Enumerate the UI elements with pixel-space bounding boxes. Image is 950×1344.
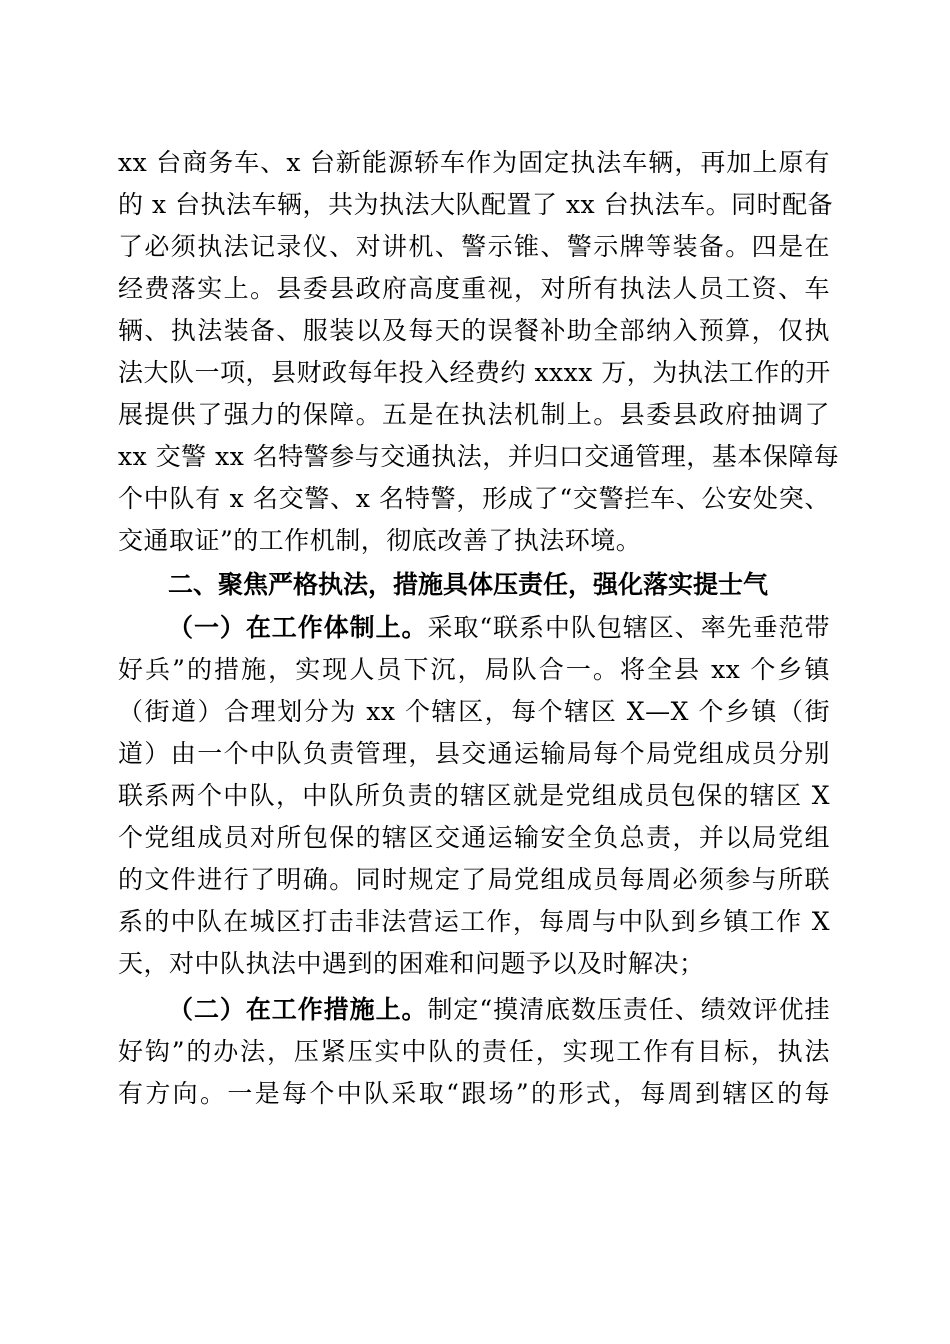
paragraph-line: 好兵”的措施，实现人员下沉，局队合一。将全县 xx 个乡镇 [118,655,830,684]
paragraph-text: 制定“摸清底数压责任、绩效评优挂 [427,995,830,1024]
paragraph-line: 的 x 台执法车辆，共为执法大队配置了 xx 台执法车。同时配备 [118,190,834,219]
paragraph-text: 采取“联系中队包辖区、率先垂范带 [427,613,830,642]
paragraph-line: 个党组成员对所包保的辖区交通运输安全负总责，并以局党组 [118,823,830,852]
paragraph-line: 系的中队在城区打击非法营运工作，每周与中队到乡镇工作 X [118,907,830,936]
paragraph-line: 展提供了强力的保障。五是在执法机制上。县委县政府抽调了 [118,400,830,429]
paragraph-line: 辆、执法装备、服装以及每天的误餐补助全部纳入预算，仅执 [118,316,830,345]
document-body [118,142,840,1115]
paragraph-lead: （二）在工作措施上。 [168,995,428,1024]
paragraph-line: 天，对中队执法中遇到的困难和问题予以及时解决； [118,949,705,978]
section-heading: 二、聚焦严格执法，措施具体压责任，强化落实提士气 [168,570,769,599]
paragraph-line: 了必须执法记录仪、对讲机、警示锥、警示牌等装备。四是在 [118,232,830,261]
paragraph-lead: （一）在工作体制上。 [168,613,428,642]
paragraph-line: 法大队一项，县财政每年投入经费约 xxxx 万，为执法工作的开 [118,358,831,387]
paragraph-first-line [118,989,830,1031]
paragraph-1 [118,142,840,562]
paragraph-line: 有方向。一是每个中队采取“跟场”的形式，每周到辖区的每 [118,1079,830,1108]
paragraph-line: 个中队有 x 名交警、x 名特警，形成了“交警拦车、公安处突、 [118,484,830,513]
paragraph-line: 联系两个中队，中队所负责的辖区就是党组成员包保的辖区 X [118,781,830,810]
paragraph-3 [118,989,830,1115]
paragraph-line: 道）由一个中队负责管理，县交通运输局每个局党组成员分别 [118,739,830,768]
paragraph-line: xx 交警 xx 名特警参与交通执法，并归口交通管理，基本保障每 [118,442,840,471]
paragraph-line: 经费落实上。县委县政府高度重视，对所有执法人员工资、车 [118,274,830,303]
paragraph-line: 交通取证”的工作机制，彻底改善了执法环境。 [118,526,642,555]
paragraph-line: （街道）合理划分为 xx 个辖区，每个辖区 X—X 个乡镇（街 [118,697,830,726]
paragraph-line: 好钩”的办法，压紧压实中队的责任，实现工作有目标，执法 [118,1037,830,1066]
paragraph-line: 的文件进行了明确。同时规定了局党组成员每周必须参与所联 [118,865,830,894]
paragraph-line: xx 台商务车、x 台新能源轿车作为固定执法车辆，再加上原有 [118,148,830,177]
paragraph-first-line [118,607,830,649]
paragraph-2 [118,607,830,985]
